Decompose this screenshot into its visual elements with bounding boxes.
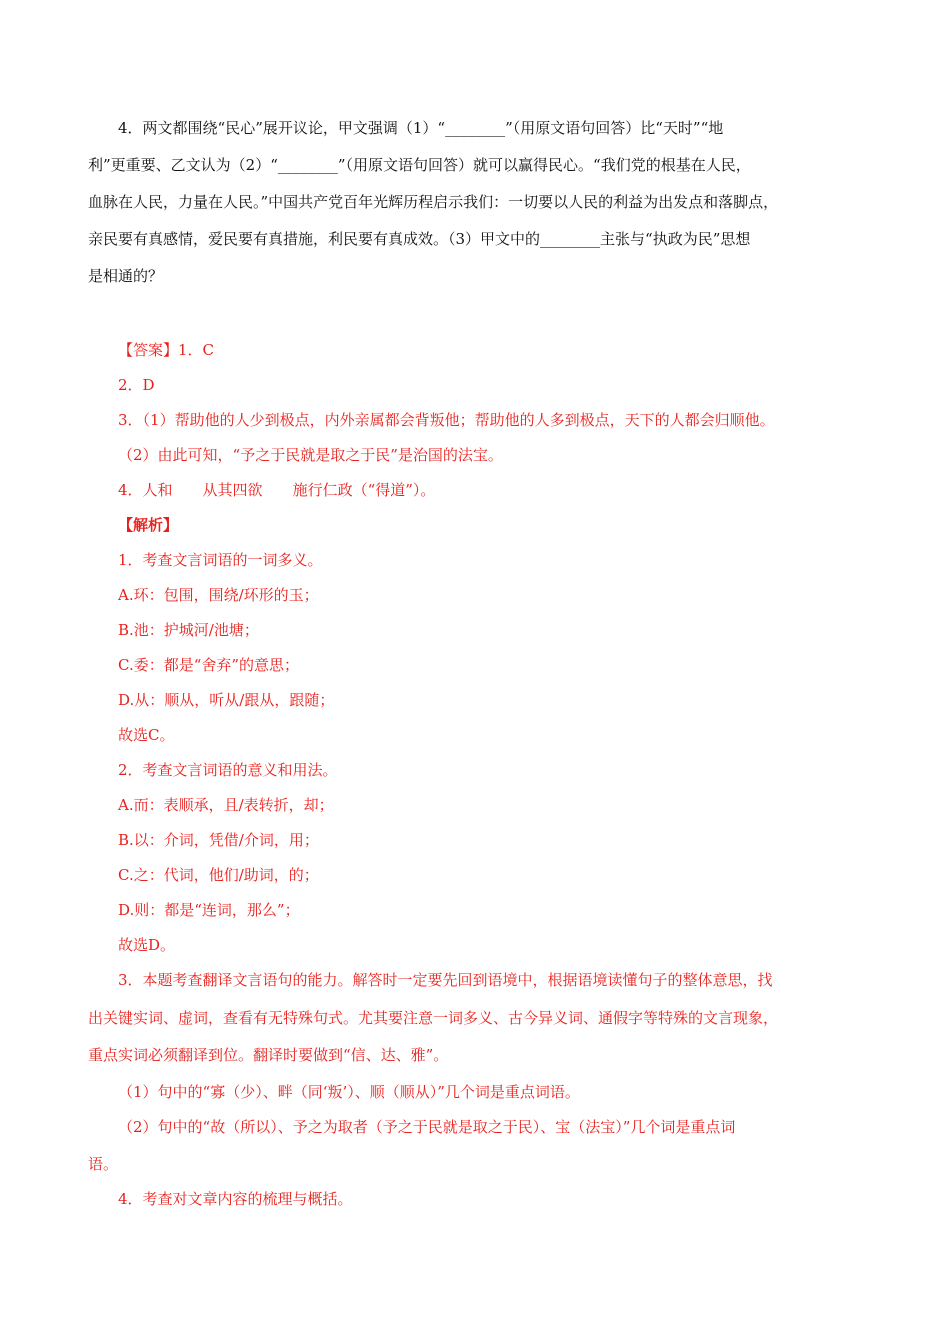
analysis-q3-line1: 3．本题考查翻译文言语句的能力。解答时一定要先回到语境中，根据语境读懂句子的整体意思，找: [118, 971, 773, 989]
analysis-q1-option-b: B.池：护城河/池塘；: [118, 621, 259, 639]
analysis-q3-line6: 语。: [88, 1155, 119, 1173]
analysis-q2-title: 2．考查文言词语的意义和用法。: [118, 761, 338, 779]
analysis-q4-title: 4．考查对文章内容的梳理与概括。: [118, 1190, 353, 1208]
answer-3-part2: （2）由此可知，“予之于民就是取之于民”是治国的法宝。: [118, 446, 503, 464]
question4-line1: 4．两文都围绕“民心”展开议论，甲文强调（1）“________”（用原文语句回答）比“天时”“地: [118, 119, 724, 137]
analysis-q1-option-d: D.从：顺从，听从/跟从，跟随；: [118, 691, 335, 709]
question4-line2: 利”更重要、乙文认为（2）“________”（用原文语句回答）就可以赢得民心。“我们党的根基在人民，: [88, 156, 751, 174]
answer-4-label: 4．人和: [118, 481, 173, 499]
question4-line4: 亲民要有真感情，爱民要有真措施，利民要有真成效。（3）甲文中的________主张与“执政为民”思想: [88, 230, 751, 248]
analysis-q3-line2: 出关键实词、虚词，查看有无特殊句式。尤其要注意一词多义、古今异义词、通假字等特殊的文言现象，: [88, 1009, 779, 1027]
answer-2: 2．D: [118, 376, 155, 394]
answer-4-part2: 从其四欲: [202, 481, 263, 499]
analysis-q3-line3: 重点实词必须翻译到位。翻译时要做到“信、达、雅”。: [88, 1046, 449, 1064]
analysis-q2-option-c: C.之：代词，他们/助词，的；: [118, 866, 319, 884]
question4-line3: 血脉在人民，力量在人民。”中国共产党百年光辉历程启示我们：一切要以人民的利益为出发点和落脚点，: [88, 193, 779, 211]
analysis-q3-line4: （1）句中的“寡（少）、畔（同‘叛’）、顺（顺从）”几个词是重点词语。: [118, 1083, 580, 1101]
answer-3-part1: 3．（1）帮助他的人少到极点，内外亲属都会背叛他；帮助他的人多到极点，天下的人都会归顺他。: [118, 411, 775, 429]
analysis-q1-option-a: A.环：包围，围绕/环形的玉；: [118, 586, 319, 604]
analysis-header: 【解析】: [118, 516, 179, 534]
analysis-q2-option-b: B.以：介词，凭借/介词，用；: [118, 831, 319, 849]
answer-4-part3: 施行仁政（“得道”）。: [292, 481, 436, 499]
analysis-q2-option-a: A.而：表顺承，且/表转折，却；: [118, 796, 334, 814]
analysis-q3-line5: （2）句中的“故（所以）、予之为取者（予之于民就是取之于民）、宝（法宝）”几个词是重点词: [118, 1118, 736, 1136]
analysis-q1-title: 1．考查文言词语的一词多义。: [118, 551, 323, 569]
question4-line5: 是相通的？: [88, 267, 164, 285]
analysis-q2-option-d: D.则：都是“连词，那么”；: [118, 901, 300, 919]
analysis-q1-pick: 故选C。: [118, 726, 175, 744]
answer-4: [118, 480, 435, 500]
answer-header: 【答案】1．C: [118, 341, 215, 359]
analysis-q1-option-c: C.委：都是“舍弃”的意思；: [118, 656, 300, 674]
analysis-q2-pick: 故选D。: [118, 936, 176, 954]
